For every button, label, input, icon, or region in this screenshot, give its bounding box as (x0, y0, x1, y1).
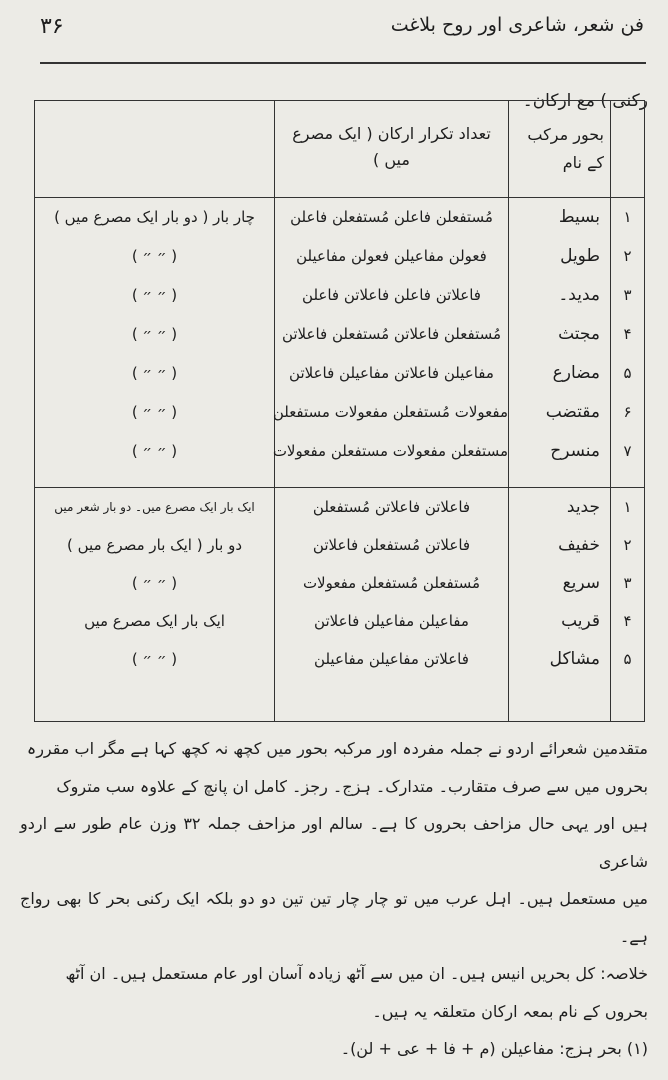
table-header-row (35, 101, 645, 198)
meter-name: قریب (561, 611, 600, 631)
section-one-numbers (611, 198, 645, 488)
row-number: ۴ (623, 612, 632, 630)
row-number: ۳ (623, 574, 632, 592)
row-number: ۷ (623, 442, 632, 460)
section-one-row (35, 198, 645, 488)
header-name-label: بحور مرکب کے نام (527, 125, 604, 172)
header-name-cell (509, 101, 611, 198)
repetition-count: ( ״ ״ ) (131, 325, 178, 343)
meter-name: مقتضب (545, 402, 600, 422)
row-number: ۱ (623, 208, 632, 226)
section-two-names (509, 488, 611, 722)
meter-arkan: مفاعیلن فاعلاتن مفاعیلن فاعلاتن (289, 364, 494, 382)
meter-arkan: مفعولات مُستفعلن مفعولات مستفعلن (272, 403, 508, 421)
meter-name: مشاکل (549, 649, 600, 669)
row-number: ۳ (623, 286, 632, 304)
section-two-row (35, 488, 645, 722)
row-number: ۵ (623, 650, 632, 668)
meter-arkan: مُستفعلن فاعلاتن مُستفعلن فاعلاتن (281, 325, 502, 343)
meter-name: مدید۔ (558, 285, 600, 305)
paragraph-line: بحروں میں سے صرف متقارب۔ متدارک۔ ہزج۔ رجز۔ کامل ان پانچ کے علاوہ سب متروک (56, 776, 648, 796)
row-number: ۲ (623, 536, 632, 554)
meter-name: مضارع (552, 363, 600, 383)
row-number: ۴ (623, 325, 632, 343)
meter-arkan: فاعلاتن فاعلن فاعلاتن فاعلن (302, 286, 481, 304)
section-one-names (509, 198, 611, 488)
header-arkan-cell (275, 101, 509, 198)
header-number-cell (611, 101, 645, 198)
paragraph-line: ہیں اور یہی حال مزاحف بحروں کا ہے۔ سالم اور مزاحف جملہ ۳۲ وزن عام طور سے اردو شاعری (20, 814, 648, 871)
paragraph-line: خلاصہ: کل بحریں انیس ہیں۔ ان میں سے آٹھ زیادہ آسان اور عام مستعمل ہیں۔ ان آٹھ (65, 964, 648, 983)
repetition-count: دو بار ( ایک بار مصرع میں ) (67, 536, 242, 554)
section-two-arkan (275, 488, 509, 722)
meter-name: جدید (566, 497, 600, 517)
meter-arkan: مفاعیلن مفاعیلن فاعلاتن (314, 612, 469, 630)
repetition-count: ( ״ ״ ) (131, 403, 178, 421)
meters-table (34, 100, 645, 722)
header-divider (40, 62, 646, 64)
meter-arkan: مستفعلن مفعولات مستفعلن مفعولات (272, 442, 508, 460)
repetition-count: ( ״ ״ ) (131, 286, 178, 304)
meter-arkan: مُستفعلن فاعلن مُستفعلن فاعلن (290, 208, 493, 226)
row-number: ۱ (623, 498, 632, 516)
repetition-count: ( ״ ״ ) (131, 650, 178, 668)
repetition-count: ( ״ ״ ) (131, 247, 178, 265)
section-two-numbers (611, 488, 645, 722)
repetition-count: ( ״ ״ ) (131, 442, 178, 460)
paragraph-line: (۱) بحر ہزج: مفاعیلن (م + فا + عی + لن)۔ (340, 1039, 648, 1058)
page-number: ۳۶ (40, 14, 64, 39)
meter-arkan: مُستفعلن مُستفعلن مفعولات (302, 574, 481, 592)
section-one-counts (35, 198, 275, 488)
meter-name: بسیط (558, 207, 600, 227)
meter-name: طویل (560, 246, 600, 266)
section-one-arkan (272, 198, 509, 488)
repetition-count: ایک بار ایک مصرع میں (84, 612, 225, 630)
header-count-cell (35, 101, 275, 198)
paragraph-line: متقدمین شعرائے اردو نے جملہ مفردہ اور مرکبہ بحور میں کچھ نہ کچھ کہا ہے مگر اب مقررہ (26, 739, 648, 758)
row-number: ۵ (623, 364, 632, 382)
paragraph-line: میں مستعمل ہیں۔ اہل عرب میں تو چار چار تین تین دو دو بلکہ ایک رکنی بحر کا بھی رواج ہے۔ (20, 889, 648, 946)
row-number: ۶ (623, 403, 632, 421)
table-caption: رکنی ) مع ارکان۔ (522, 91, 648, 111)
repetition-count: ( ״ ״ ) (131, 574, 178, 592)
repetition-count: چار بار ( دو بار ایک مصرع میں ) (54, 208, 255, 226)
meter-arkan: فاعلاتن مفاعیلن مفاعیلن (314, 650, 469, 668)
meter-arkan: فعولن مفاعیلن فعولن مفاعیلن (296, 247, 487, 265)
running-header-title: فن شعر، شاعری اور روح بلاغت (390, 14, 644, 36)
body-paragraph (20, 730, 648, 1068)
meter-name: منسرح (550, 441, 600, 461)
section-two-counts (35, 488, 275, 722)
meter-arkan: فاعلاتن فاعلاتن مُستفعلن (312, 498, 471, 516)
meter-name: مجتث (558, 324, 600, 344)
meter-name: سریع (562, 573, 600, 593)
paragraph-line: بحروں کے نام بمعہ ارکان متعلقہ یہ ہیں۔ (372, 1001, 648, 1021)
repetition-count: ( ״ ״ ) (131, 364, 178, 382)
repetition-count: ایک بار ایک مصرع میں۔ دو بار شعر میں (54, 500, 255, 514)
meter-arkan: فاعلاتن مُستفعلن فاعلاتن (312, 536, 471, 554)
header-arkan-label: تعداد تکرار ارکان ( ایک مصرع میں ) (292, 124, 491, 169)
row-number: ۲ (623, 247, 632, 265)
meter-name: خفیف (558, 535, 600, 555)
